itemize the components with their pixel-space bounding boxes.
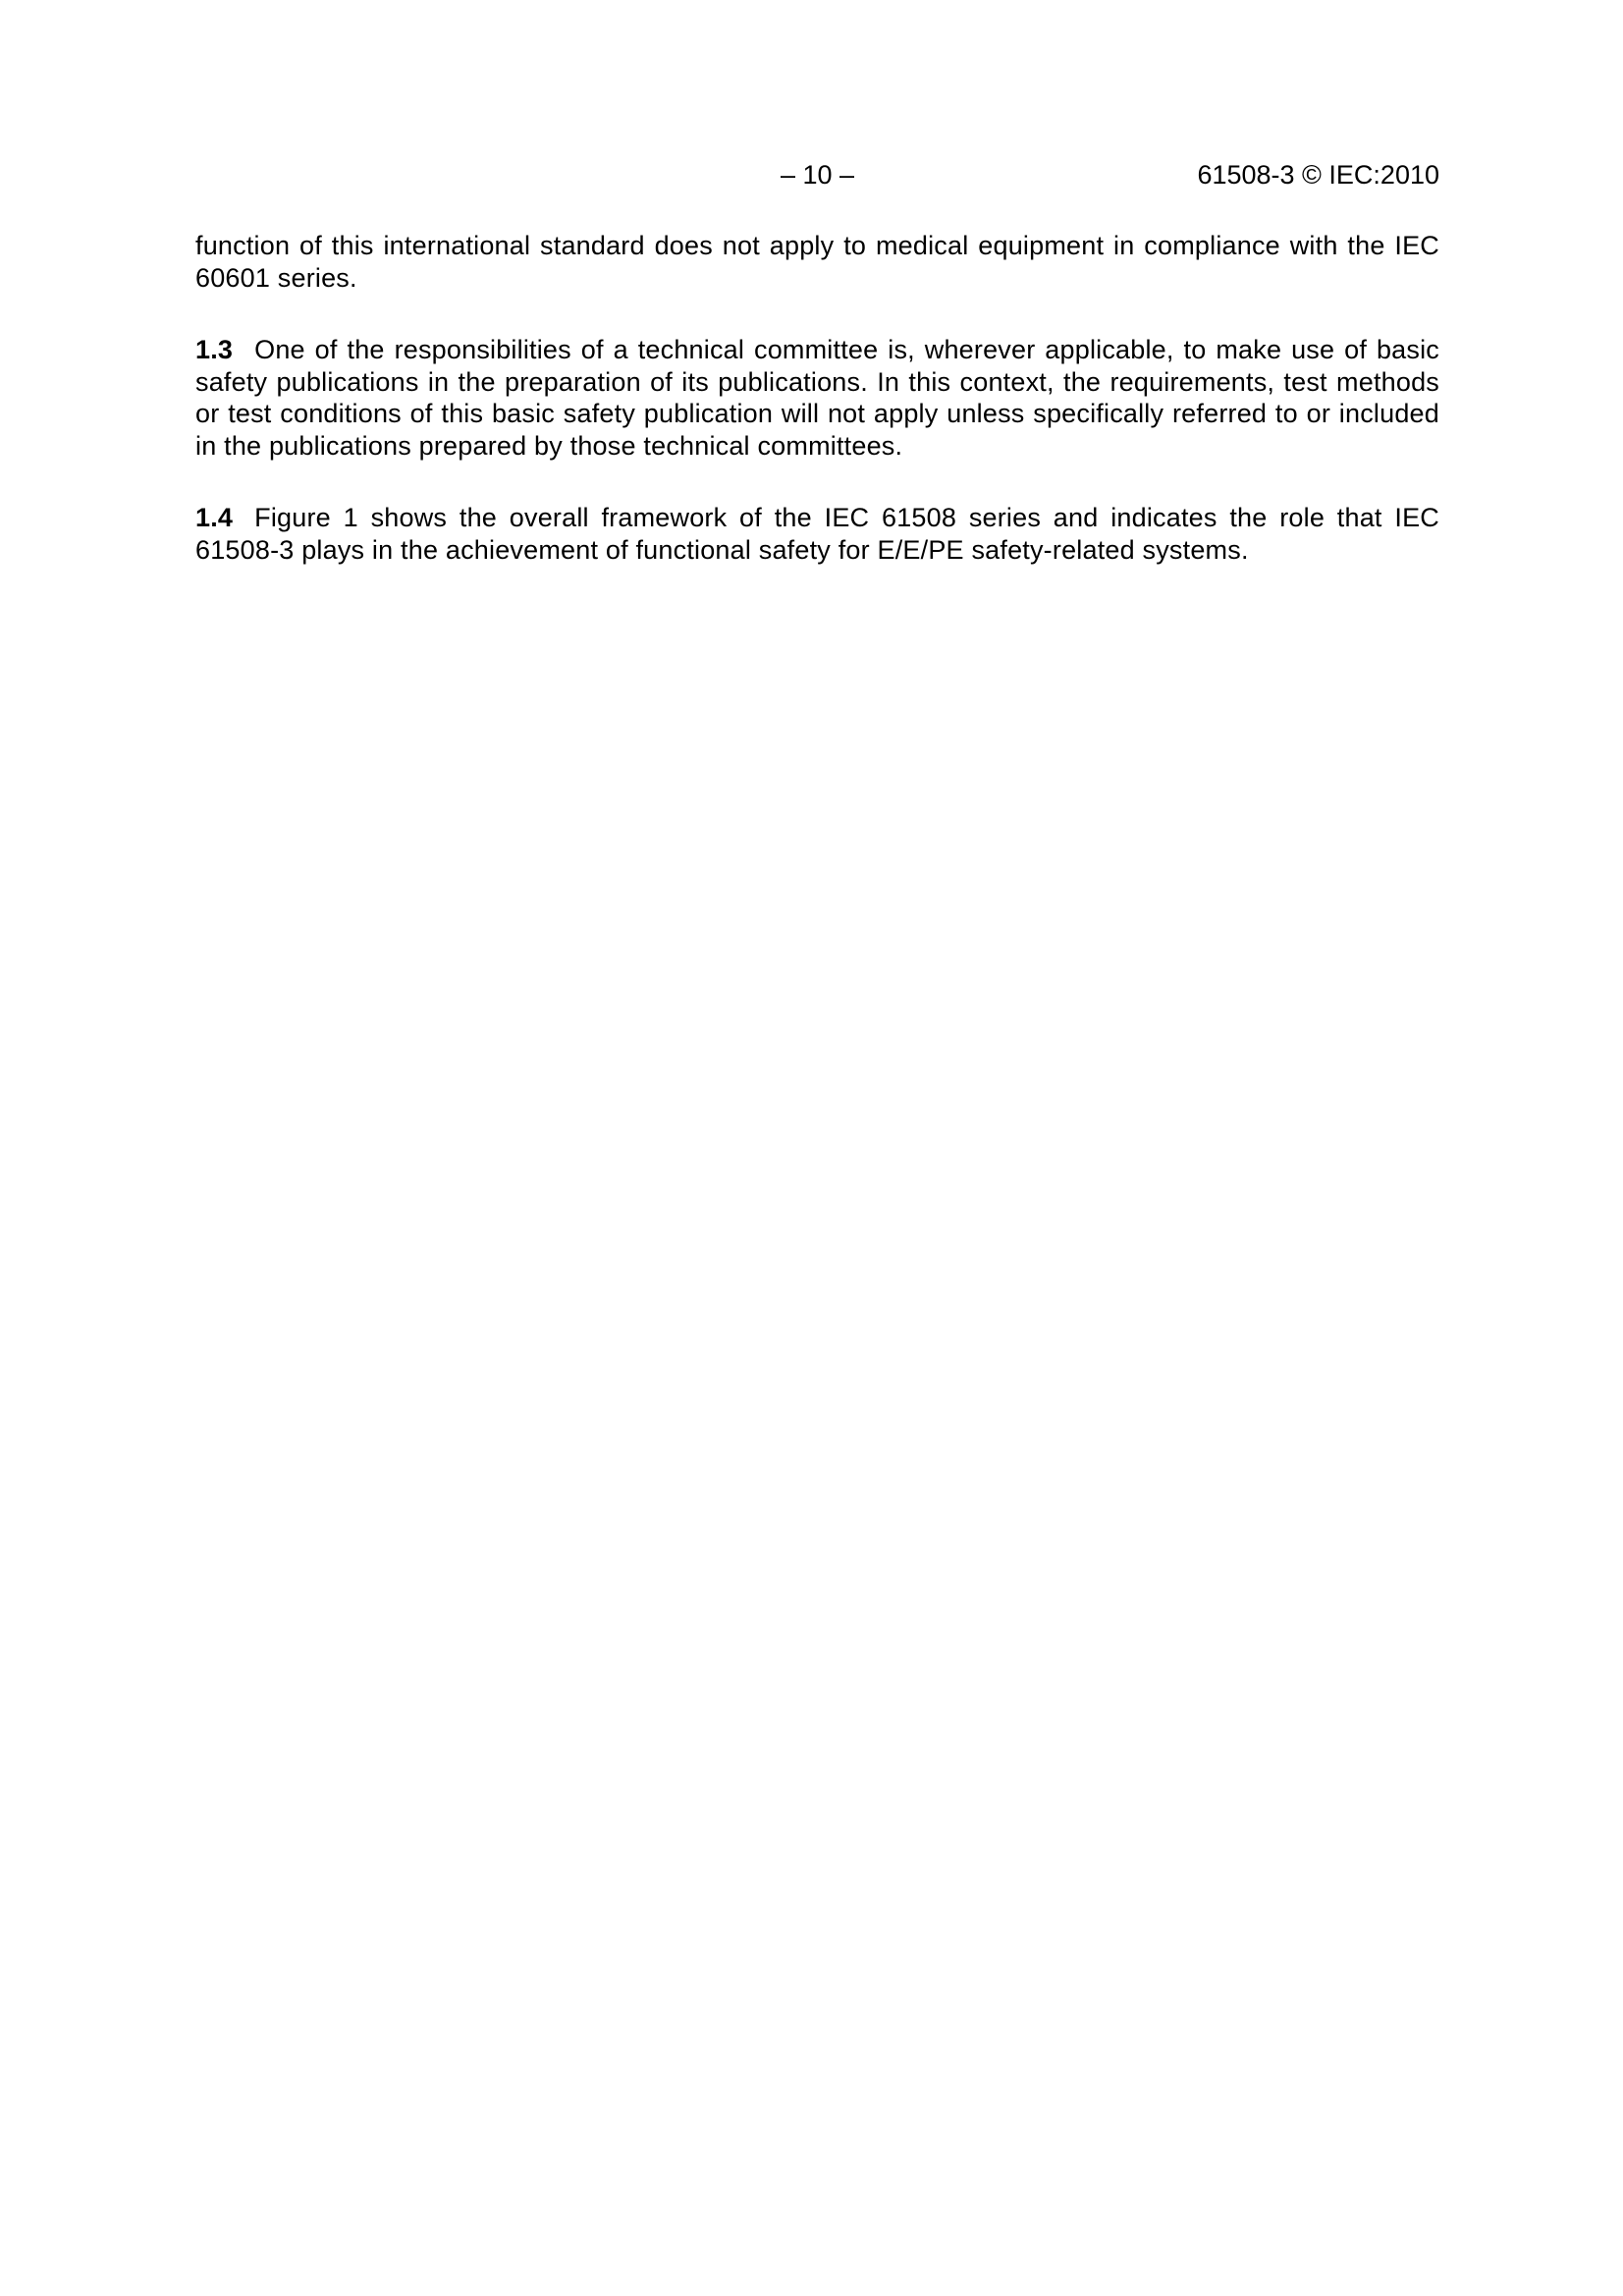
clause-1-3: [195, 334, 1439, 462]
paragraph-text: function of this international standard does not apply to medical equipment in compliance with the IEC 60601 series.: [195, 231, 1439, 293]
paragraph-text: One of the responsibilities of a technical committee is, wherever applicable, to make use of basic safety publications in the preparation of its publications. In this context, the requirements, test methods or test conditions of this basic safety publication will not apply unless specifically referred to or included in the publications prepared by those technical committees.: [195, 335, 1439, 461]
clause-number: 1.4: [195, 503, 234, 532]
paragraph-text: Figure 1 shows the overall framework of the IEC 61508 series and indicates the role that IEC 61508-3 plays in the achievement of functional safety for E/E/PE safety-related systems.: [195, 503, 1439, 565]
clause-number: 1.3: [195, 335, 234, 364]
page-body: [195, 230, 1439, 606]
document-identifier: 61508-3 © IEC:2010: [1197, 160, 1439, 190]
paragraph-continuation: [195, 230, 1439, 294]
page-header: [195, 155, 1439, 194]
clause-1-4: [195, 502, 1439, 566]
page-number: – 10 –: [780, 160, 855, 190]
